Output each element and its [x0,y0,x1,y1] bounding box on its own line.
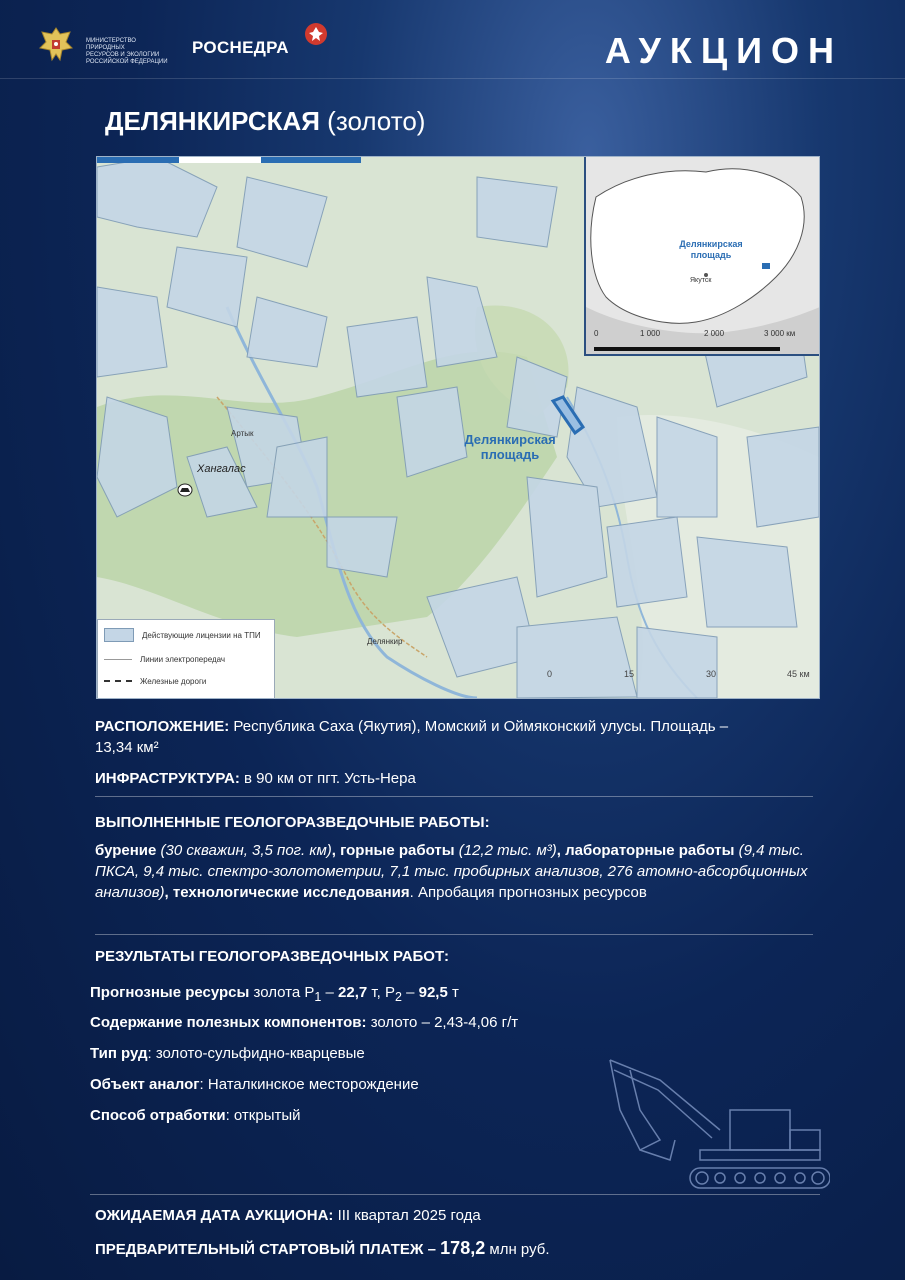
scale-15: 15 [624,669,635,679]
legend-license-swatch [104,628,134,642]
russian-emblem-icon [36,24,76,64]
inset-map [584,157,820,356]
works-mining: горные работы [340,842,455,859]
results-ore-type: Тип руд: золото-сульфидно-кварцевые [90,1045,365,1062]
divider-1 [95,796,813,797]
legend-railway-swatch [104,680,132,682]
inset-scalebar [594,347,780,351]
resources-p1-value: 22,7 [338,984,368,1001]
works-drilling-detail: (30 скважин, 3,5 пог. км) [160,842,332,859]
excavator-icon [600,1050,830,1200]
divider-2 [95,934,813,935]
results-content: Содержание полезных компонентов: золото – 2,43-4,06 г/т [90,1014,519,1031]
location-area: 13,34 км² [95,739,159,756]
works-heading: ВЫПОЛНЕННЫЕ ГЕОЛОГОРАЗВЕДОЧНЫЕ РАБОТЫ: [95,814,490,831]
target-area-label: Делянкирская площадь [464,432,556,462]
legend-power-lines: Линии электропередач [104,652,225,666]
location-text: Республика Саха (Якутия), Момский и Оймяконский улусы. Площадь – [233,718,729,735]
works-lab: лабораторные работы [565,842,735,859]
inset-target-marker [762,263,770,269]
scale-45: 45 км [787,669,810,679]
inset-scale-3000: 3 000 км [764,329,796,338]
works-mining-detail: (12,2 тыс. м³) [458,842,557,859]
location-map [96,156,820,699]
title-mineral: (золото) [327,106,426,136]
starting-payment: ПРЕДВАРИТЕЛЬНЫЙ СТАРТОВЫЙ ПЛАТЕЖ – 178,2 млн руб. [95,1238,550,1258]
page-title [105,106,425,137]
rosnedra-logo-icon [304,22,328,46]
divider-3 [90,1194,820,1195]
works-drilling: бурение [95,842,157,859]
works-text: бурение (30 скважин, 3,5 пог. км), горные работы (12,2 тыс. м³), лабораторные работы (9,4 тыс. ПКСА, 9,4 тыс. спектро-золотометрии, 7,1 тыс. пробирных анализов, 276 атомно-абсорбционных анализов), технологические исследования. Апробация прогнозных ресурсов [95,842,808,901]
resources-label: Прогнозные ресурсы [90,984,250,1001]
inset-city-label: Якутск [690,277,712,284]
results-resources: Прогнозные ресурсы золота $P_1 - 22,7$ т, $P_2 - 92,5$ т [90,984,459,1004]
infrastructure-text: в 90 км от пгт. Усть-Нера [244,770,416,787]
inset-scale-1000: 1 000 [640,329,661,338]
scale-0: 0 [547,669,553,679]
inset-scale-0: 0 [594,329,599,338]
place-artyk: Артык [231,429,254,438]
legend-power-swatch [104,659,132,660]
place-delyankir: Делянкир [367,637,403,646]
auction-label: АУКЦИОН [604,30,843,71]
works-tech: технологические исследования [172,884,410,901]
payment-value: 178,2 [440,1238,486,1258]
resources-p2-value: 92,5 [418,984,448,1001]
agency-name: РОСНЕДРА [192,38,289,57]
inset-scale-2000: 2 000 [704,329,725,338]
header-divider [0,78,905,79]
infrastructure-section [95,768,835,789]
mine-icon [177,483,193,497]
works-lab-detail: (9,4 тыс. ПКСА, 9,4 тыс. спектро-золотометрии, 7,1 тыс. пробирных анализов, 276 атомно-абсорбционных анализов) [95,842,808,901]
map-scalebar [97,157,362,163]
legend-railways: Железные дороги [104,674,206,688]
map-legend [97,619,275,699]
results-heading: РЕЗУЛЬТАТЫ ГЕОЛОГОРАЗВЕДОЧНЫХ РАБОТ: [95,948,449,965]
legend-licenses: Действующие лицензии на ТПИ [104,628,261,642]
location-label: РАСПОЛОЖЕНИЕ: [95,718,230,735]
auction-date: ОЖИДАЕМАЯ ДАТА АУКЦИОНА: III квартал 2025 года [95,1207,481,1224]
inset-area-label: Делянкирская площадь [679,239,743,260]
scale-30: 30 [706,669,717,679]
location-section [95,716,835,758]
page-header [0,0,905,78]
ministry-name: МИНИСТЕРСТВО ПРИРОДНЫХ РЕСУРСОВ И ЭКОЛОГИИ РОССИЙСКОЙ ФЕДЕРАЦИИ [86,38,168,65]
results-method: Способ отработки: открытый [90,1107,301,1124]
infrastructure-label: ИНФРАСТРУКТУРА: [95,770,240,787]
place-khangalas: Хангалас [197,463,246,475]
works-tail: Апробация прогнозных ресурсов [417,884,647,901]
results-analog: Объект аналог: Наталкинское месторождение [90,1076,419,1093]
title-name: ДЕЛЯНКИРСКАЯ [105,106,320,136]
